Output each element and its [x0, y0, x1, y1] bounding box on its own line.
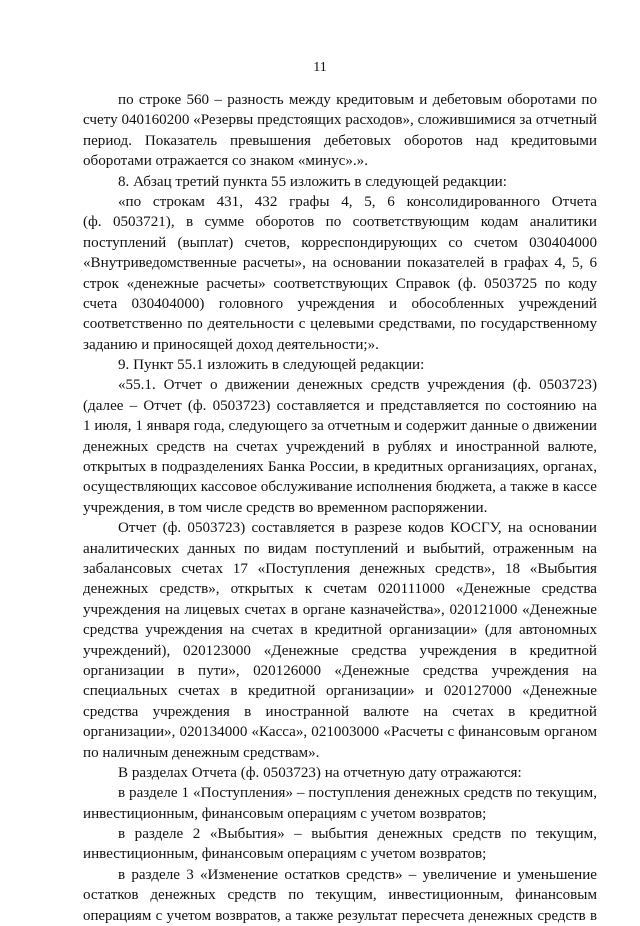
text-line: поступлений (выплат) счетов, корреспондирующих со счетом 030404000: [83, 234, 597, 251]
text-line: аналитических данных по видам поступлений и выбытий, отраженным на: [83, 540, 597, 557]
document-body: [83, 90, 597, 926]
text-line: «55.1. Отчет о движении денежных средств учреждения (ф. 0503723): [118, 377, 597, 394]
text-line: открытых в подразделениях Банка России, в кредитных организациях, органах,: [83, 459, 597, 476]
text-line: организации в пути», 020126000 «Денежные средства учреждения на: [83, 662, 597, 679]
text-line: осуществляющих кассовое обслуживание исполнения бюджета, а также в кассе: [83, 479, 597, 496]
page-number: 11: [313, 60, 327, 75]
text-line: средства учреждения в иностранной валюте на счетах в кредитной: [83, 703, 597, 720]
text-line: учреждений), 020123000 «Денежные средства учреждения в кредитной: [83, 642, 597, 659]
text-line: (ф. 0503721), в сумме оборотов по соответствующим кодам аналитики: [83, 214, 597, 231]
text-line: В разделах Отчета (ф. 0503723) на отчетную дату отражаются:: [118, 764, 522, 781]
text-line: в разделе 1 «Поступления» – поступления денежных средств по текущим,: [118, 785, 597, 802]
text-line: строк «денежные расчеты» соответствующих Справок (ф. 0503725 по коду: [83, 275, 597, 292]
text-line: инвестиционным, финансовым операциям с учетом возвратов;: [83, 805, 487, 822]
text-line: учреждения на лицевых счетах в органе казначейства», 020121000 «Денежные: [83, 601, 597, 618]
text-line: оборотами отражается со знаком «минус».».: [83, 153, 368, 170]
text-line: 8. Абзац третий пункта 55 изложить в следующей редакции:: [118, 173, 507, 190]
text-line: Отчет (ф. 0503723) составляется в разрезе кодов КОСГУ, на основании: [118, 520, 597, 537]
text-line: 9. Пункт 55.1 изложить в следующей редакции:: [118, 357, 425, 374]
text-line: инвестиционным, финансовым операциям с учетом возвратов;: [83, 846, 487, 863]
text-line: забалансовых счетах 17 «Поступления денежных средств», 18 «Выбытия: [83, 560, 597, 577]
text-line: 1 июля, 1 января года, следующего за отчетным и содержит данные о движении: [83, 418, 597, 435]
text-line: по наличным денежным средствам».: [83, 744, 320, 761]
text-line: специальных счетах в кредитной организации» и 020127000 «Денежные: [83, 683, 597, 700]
text-line: средства учреждения на счетах в кредитной организации» (для автономных: [83, 622, 597, 639]
text-line: остатков денежных средств по текущим, инвестиционным, финансовым: [83, 887, 597, 904]
text-line: (далее – Отчет (ф. 0503723) составляется и представляется по состоянию на: [83, 397, 597, 414]
text-line: период. Показатель превышения дебетовых оборотов над кредитовыми: [83, 132, 597, 149]
text-line: в разделе 2 «Выбытия» – выбытия денежных средств по текущим,: [118, 826, 597, 843]
text-line: операциям с учетом возвратов, а также результат пересчета денежных средств в: [83, 907, 597, 924]
text-line: по строке 560 – разность между кредитовым и дебетовым оборотами по: [118, 92, 597, 108]
text-line: счету 040160200 «Резервы предстоящих расходов», сложившимися за отчетный: [83, 112, 597, 129]
text-line: денежных средств», открытых к счетам 020111000 «Денежные средства: [83, 581, 597, 598]
text-line: соответственно по деятельности с целевыми средствами, по государственному: [83, 316, 597, 333]
text-line: заданию и приносящей доход деятельности;».: [83, 336, 379, 353]
text-line: денежных средств на счетах учреждений в рублях и иностранной валюте,: [83, 438, 597, 455]
text-line: счета 030404000) головного учреждения и обособленных учреждений: [83, 295, 597, 312]
text-line: «по строкам 431, 432 графы 4, 5, 6 консолидированного Отчета: [118, 193, 597, 210]
text-line: в разделе 3 «Изменение остатков средств» – увеличение и уменьшение: [118, 866, 597, 883]
text-line: «Внутриведомственные расчеты», на основании показателей в графах 4, 5, 6: [83, 255, 597, 272]
text-line: учреждения, в том числе средств во временном распоряжении.: [83, 499, 488, 516]
text-line: организации», 020134000 «Касса», 021003000 «Расчеты с финансовым органом: [83, 724, 597, 741]
